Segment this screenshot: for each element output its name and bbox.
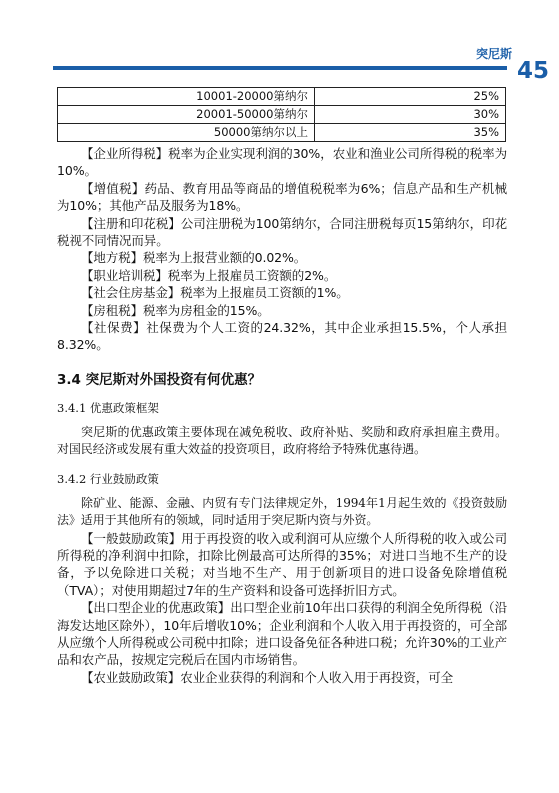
section-heading: 3.4 突尼斯对外国投资有何优惠？ [57, 371, 262, 388]
paragraph: 除矿业、能源、金融、内贸有专门法律规定外，1994年1月起生效的《投资鼓励法》适用于其他所有的领域，同时适用于突尼斯内资与外资。 [57, 495, 507, 528]
table-row [58, 106, 506, 124]
subsection-heading: 3.4.1 优惠政策框架 [57, 400, 159, 415]
table-row [58, 88, 506, 106]
page-number: 45 [516, 58, 549, 84]
income-tax-table [57, 87, 506, 142]
policy-item-general: 【一般鼓励政策】用于再投资的收入或利润可从应缴个人所得税的收入或公司所得税的净利润中扣除，扣除比例最高可达所得的35%；对进口当地不生产的设备，予以免除进口关税；对当地不生产、用于创新项目的进口设备免除增值税（TVA）；对使用期超过7年的生产资料和设备可选择折旧方式。 [57, 530, 507, 598]
tax-item-corporate-income: 【企业所得税】税率为企业实现利润的30%，农业和渔业公司所得税的税率为10%。 [57, 146, 507, 179]
policy-item-export: 【出口型企业的优惠政策】出口型企业前10年出口获得的利润全免所得税（沿海发达地区除外），10年后增收10%；企业利润和个人收入用于再投资的，可全部从应缴个人所得税或公司税中扣除；进口设备免征各种进口税；允许30%的工业产品和农产品，按规定完税后在国内市场销售。 [57, 600, 507, 668]
header-rule [53, 66, 507, 70]
tax-item-rent: 【房租税】税率为房租金的15%。 [81, 302, 270, 318]
tax-item-social-housing: 【社会住房基金】税率为上报雇员工资额的1%。 [81, 285, 349, 301]
page-body [57, 145, 507, 686]
tax-item-vocational-training: 【职业培训税】税率为上报雇员工资额的2%。 [81, 267, 337, 283]
tax-item-vat: 【增值税】药品、教育用品等商品的增值税税率为6%；信息产品和生产机械为10%；其他产品及服务为18%。 [57, 180, 507, 214]
running-header-title: 突尼斯 [475, 47, 512, 61]
tax-item-social-security: 【社保费】社保费为个人工资的24.32%，其中企业承担15.5%，个人承担8.32%。 [57, 320, 507, 353]
table-row [58, 124, 506, 142]
table-cell-bracket: 20001-50000第纳尔 [58, 106, 315, 124]
subsection-heading: 3.4.2 行业鼓励政策 [57, 471, 159, 486]
table-cell-bracket: 10001-20000第纳尔 [58, 88, 315, 106]
tax-item-registration-stamp: 【注册和印花税】公司注册税为100第纳尔，合同注册税每页15第纳尔，印花税视不同情况而异。 [57, 215, 507, 249]
tax-item-local: 【地方税】税率为上报营业额的0.02%。 [81, 250, 307, 266]
policy-item-agriculture: 【农业鼓励政策】农业企业获得的利润和个人收入用于再投资，可全 [81, 669, 454, 685]
table-cell-rate: 25% [315, 88, 506, 106]
table-cell-bracket: 50000第纳尔以上 [58, 124, 315, 142]
paragraph: 突尼斯的优惠政策主要体现在减免税收、政府补贴、奖励和政府承担雇主费用。对国民经济或发展有重大效益的投资项目，政府将给予特殊优惠待遇。 [57, 424, 507, 457]
table-cell-rate: 35% [315, 124, 506, 142]
table-cell-rate: 30% [315, 106, 506, 124]
